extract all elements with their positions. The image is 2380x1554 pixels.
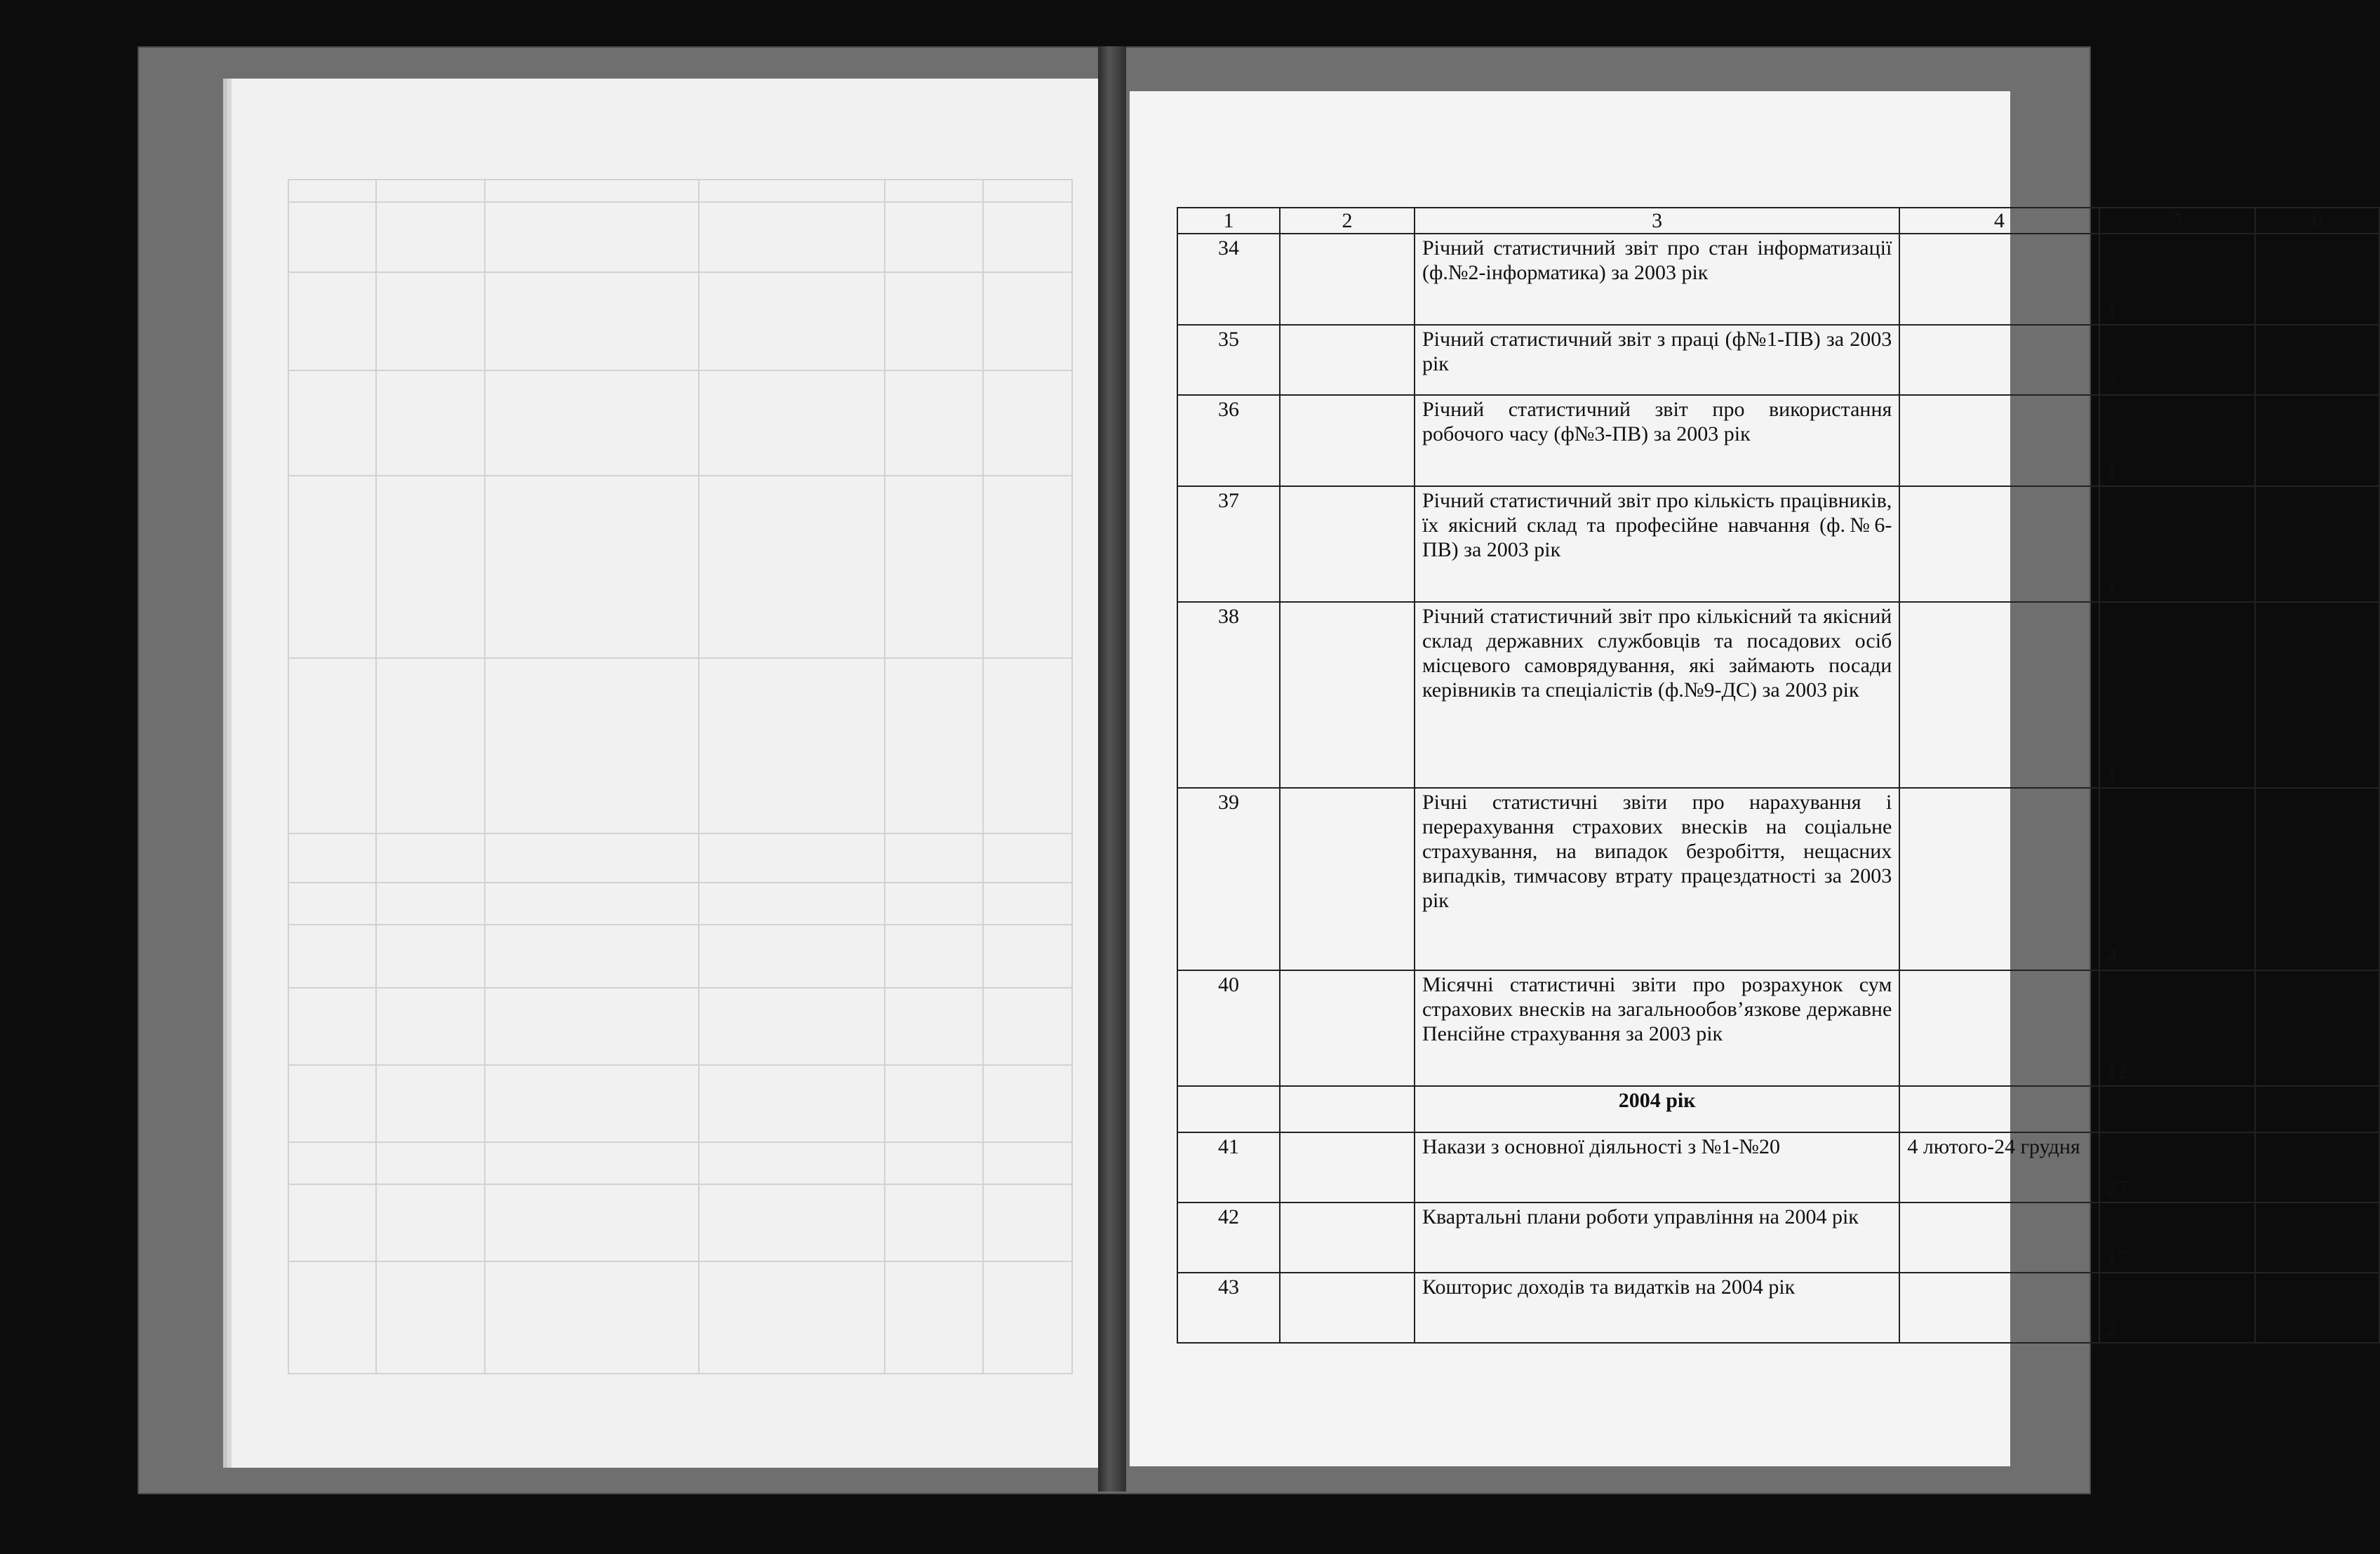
table-row: [1177, 602, 2379, 788]
table-row: [1177, 395, 2379, 486]
header-cell: 3: [1415, 208, 1899, 234]
num-cell: 40: [1177, 970, 1280, 1086]
unit-cell: [1280, 1132, 1415, 1203]
bleed-grid-line: [289, 987, 1071, 989]
dates-cell: [1899, 325, 2099, 395]
bleed-grid-line: [375, 180, 377, 1373]
unit-cell: [1280, 1273, 1415, 1343]
num-cell: 34: [1177, 234, 1280, 325]
title-cell: Річний статистичний звіт про кількість працівників, їх якісний склад та професійне навчання (ф.№6-ПВ) за 2003 рік: [1415, 486, 1899, 602]
bleed-grid-line: [884, 180, 885, 1373]
note-cell: [2255, 325, 2379, 395]
num-cell: 42: [1177, 1203, 1280, 1273]
year-label: 2004 рік: [1415, 1086, 1899, 1132]
bleed-grid-line: [289, 370, 1071, 371]
table-header-row: [1177, 208, 2379, 234]
unit-cell: [1280, 395, 1415, 486]
num-cell: 39: [1177, 788, 1280, 970]
binder-spine: [1098, 46, 1126, 1492]
num-cell: 43: [1177, 1273, 1280, 1343]
note-cell: [2255, 788, 2379, 970]
qty-cell: 12: [2099, 970, 2256, 1086]
title-cell: Річний статистичний звіт з праці (ф№1-ПВ) за 2003 рік: [1415, 325, 1899, 395]
unit-cell: [1280, 970, 1415, 1086]
qty-cell: 27: [2099, 1132, 2256, 1203]
dates-cell: 4 лютого-24 грудня: [1899, 1132, 2099, 1203]
table-row: [1177, 325, 2379, 395]
num-cell: 36: [1177, 395, 1280, 486]
qty-cell: 1: [2099, 486, 2256, 602]
dates-cell: [1899, 602, 2099, 788]
title-cell: Квартальні плани роботи управління на 2004 рік: [1415, 1203, 1899, 1273]
note-cell: [2255, 486, 2379, 602]
unit-cell: [1280, 234, 1415, 325]
unit-cell: [1280, 486, 1415, 602]
unit-cell: [1280, 1203, 1415, 1273]
header-cell: 1: [1177, 208, 1280, 234]
unit-cell: [1280, 788, 1415, 970]
register-table: [1177, 207, 2380, 1344]
title-cell: Річний статистичний звіт про стан інформатизації (ф.№2-інформатика) за 2003 рік: [1415, 234, 1899, 325]
bleed-grid-line: [289, 201, 1071, 203]
title-cell: Річні статистичні звіти про нарахування і перерахування страхових внесків на соціальне страхування, на випадок безробіття, нещасних випадків, тимчасову втрату працездатності за 2003 рік: [1415, 788, 1899, 970]
title-cell: Накази з основної діяльності з №1-№20: [1415, 1132, 1899, 1203]
header-cell: 5: [2099, 208, 2256, 234]
num-cell: 41: [1177, 1132, 1280, 1203]
bleed-grid-line: [484, 180, 486, 1373]
note-cell: [2255, 1203, 2379, 1273]
dates-cell: [1899, 234, 2099, 325]
table-row: [1177, 970, 2379, 1086]
dates-cell: [1899, 395, 2099, 486]
bleed-grid-line: [289, 1261, 1071, 1262]
title-cell: Місячні статистичні звіти про розрахунок сум страхових внесків на загальнообов’язкове державне Пенсійне страхування за 2003 рік: [1415, 970, 1899, 1086]
note-cell: [2255, 602, 2379, 788]
year-divider-row: [1177, 1086, 2379, 1132]
bleed-grid-line: [289, 1064, 1071, 1066]
table-row: [1177, 1273, 2379, 1343]
table-row: [1177, 486, 2379, 602]
qty-cell: 2: [2099, 325, 2256, 395]
qty-cell: 2: [2099, 1273, 2256, 1343]
qty-cell: 4: [2099, 788, 2256, 970]
table-row: [1177, 788, 2379, 970]
num-cell: 35: [1177, 325, 1280, 395]
num-cell: 38: [1177, 602, 1280, 788]
dates-cell: [1899, 486, 2099, 602]
note-cell: [2255, 395, 2379, 486]
dates-cell: [1899, 788, 2099, 970]
note-cell: [2255, 1273, 2379, 1343]
bleed-grid-line: [289, 1141, 1071, 1143]
left-page-bleed-through: [288, 179, 1073, 1374]
dates-cell: [1899, 970, 2099, 1086]
header-cell: 6: [2255, 208, 2379, 234]
num-cell: 37: [1177, 486, 1280, 602]
table-row: [1177, 234, 2379, 325]
qty-cell: 1: [2099, 602, 2256, 788]
note-cell: [2255, 970, 2379, 1086]
bleed-grid-line: [289, 924, 1071, 925]
title-cell: Кошторис доходів та видатків на 2004 рік: [1415, 1273, 1899, 1343]
bleed-grid-line: [289, 1184, 1071, 1185]
dates-cell: [1899, 1273, 2099, 1343]
note-cell: [2255, 234, 2379, 325]
bleed-grid-line: [982, 180, 984, 1373]
qty-cell: 1: [2099, 234, 2256, 325]
note-cell: [2255, 1132, 2379, 1203]
header-cell: 4: [1899, 208, 2099, 234]
title-cell: Річний статистичний звіт про кількісний та якісний склад державних службовців та посадових осіб місцевого самоврядування, які займають посади керівників та спеціалістів (ф.№9-ДС) за 2003 рік: [1415, 602, 1899, 788]
qty-cell: 1: [2099, 395, 2256, 486]
unit-cell: [1280, 602, 1415, 788]
bleed-grid-line: [289, 833, 1071, 834]
bleed-grid-line: [289, 475, 1071, 476]
bleed-grid-line: [289, 272, 1071, 273]
table-row: [1177, 1203, 2379, 1273]
unit-cell: [1280, 325, 1415, 395]
qty-cell: 17: [2099, 1203, 2256, 1273]
title-cell: Річний статистичний звіт про використання робочого часу (ф№3-ПВ) за 2003 рік: [1415, 395, 1899, 486]
bleed-grid-line: [289, 882, 1071, 883]
bleed-grid-line: [698, 180, 700, 1373]
header-cell: 2: [1280, 208, 1415, 234]
table-row: [1177, 1132, 2379, 1203]
dates-cell: [1899, 1203, 2099, 1273]
bleed-grid-line: [289, 657, 1071, 659]
